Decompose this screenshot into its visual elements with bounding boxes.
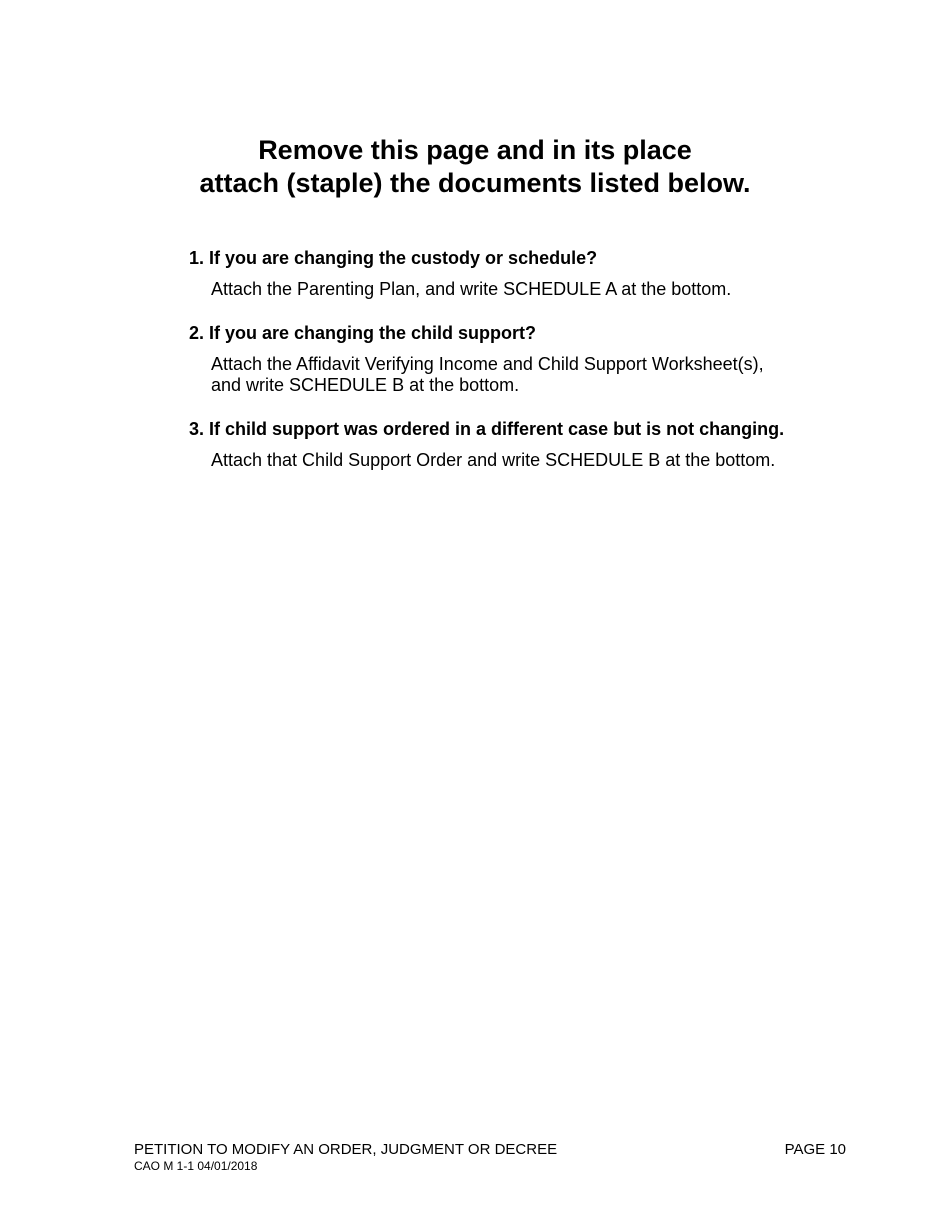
instruction-body — [211, 354, 869, 396]
instruction-body-line: Attach that Child Support Order and write SCHEDULE B at the bottom. — [211, 450, 776, 470]
instruction-heading: 2. If you are changing the child support? — [189, 323, 537, 343]
footer-page-number: PAGE 10 — [784, 1141, 846, 1158]
instruction-body-line: and write SCHEDULE B at the bottom. — [211, 375, 520, 395]
instruction-list — [189, 246, 869, 492]
instruction-body-line: Attach the Affidavit Verifying Income and Child Support Worksheet(s), — [211, 354, 764, 374]
instruction-item-custody — [189, 246, 869, 300]
page-title-line-2: attach (staple) the documents listed below. — [199, 168, 751, 198]
instruction-item-child-support — [189, 321, 869, 396]
instruction-body-line: Attach the Parenting Plan, and write SCHEDULE A at the bottom. — [211, 279, 732, 299]
instruction-body — [211, 450, 869, 471]
footer-form-title: PETITION TO MODIFY AN ORDER, JUDGMENT OR DECREE — [134, 1141, 558, 1158]
page-title-line-1: Remove this page and in its place — [258, 135, 692, 165]
instruction-heading: 3. If child support was ordered in a different case but is not changing. — [189, 419, 785, 439]
page-title — [0, 134, 950, 200]
instruction-heading: 1. If you are changing the custody or schedule? — [189, 248, 598, 268]
instruction-body — [211, 279, 869, 300]
instruction-item-other-case — [189, 417, 869, 471]
footer-form-code: CAO M 1-1 04/01/2018 — [134, 1159, 258, 1173]
